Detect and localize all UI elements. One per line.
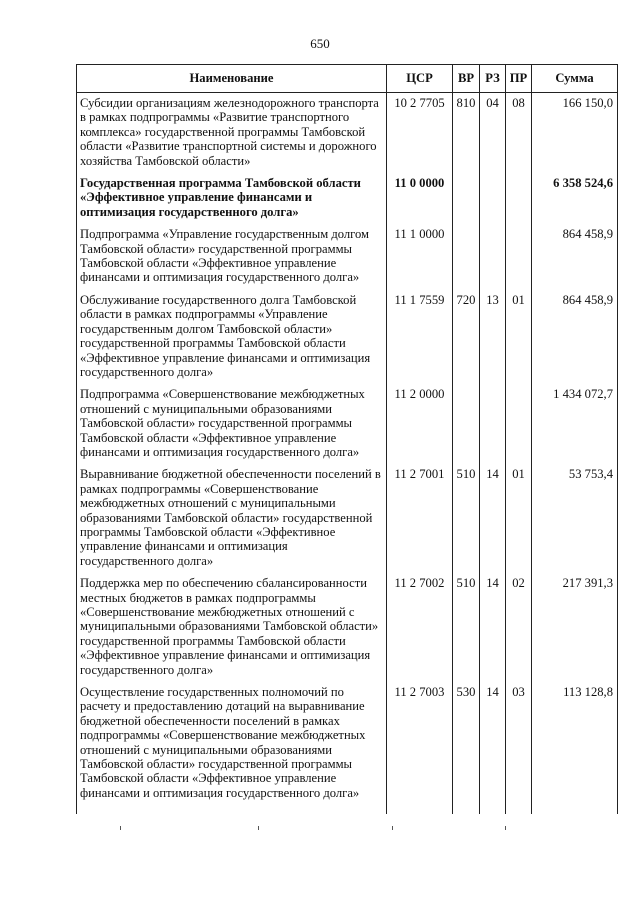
row-vr: 810 bbox=[453, 93, 480, 174]
row-sum: 6 358 524,6 bbox=[532, 173, 618, 224]
row-sum: 53 753,4 bbox=[532, 464, 618, 573]
row-sum: 864 458,9 bbox=[532, 224, 618, 290]
table-row bbox=[77, 173, 618, 224]
table-row bbox=[77, 384, 618, 464]
row-vr bbox=[453, 384, 480, 464]
row-csr: 10 2 7705 bbox=[387, 93, 453, 174]
row-vr bbox=[453, 173, 480, 224]
row-name: Подпрограмма «Управление государственным долгом Тамбовской области» государственной программы Тамбовской области «Эффективное управление финансами и оптимизация государственного долга» bbox=[77, 224, 387, 290]
row-pr: 01 bbox=[506, 290, 532, 384]
row-pr: 01 bbox=[506, 464, 532, 573]
row-name: Выравнивание бюджетной обеспеченности поселений в рамках подпрограммы «Совершенствование межбюджетных отношений с муниципальными образованиями Тамбовской области» государственной программы Тамбовской области «Эффективное управление финансами и оптимизация государственного долга» bbox=[77, 464, 387, 573]
header-sum: Сумма bbox=[532, 65, 618, 93]
table-row bbox=[77, 682, 618, 814]
row-vr bbox=[453, 224, 480, 290]
table-header-row bbox=[77, 65, 618, 93]
header-vr: ВР bbox=[453, 65, 480, 93]
row-rz bbox=[480, 224, 506, 290]
row-pr: 02 bbox=[506, 573, 532, 682]
row-sum: 113 128,8 bbox=[532, 682, 618, 814]
table-row bbox=[77, 93, 618, 174]
scan-mark bbox=[120, 826, 121, 830]
row-pr: 08 bbox=[506, 93, 532, 174]
row-pr bbox=[506, 224, 532, 290]
table-row bbox=[77, 290, 618, 384]
row-csr: 11 2 7001 bbox=[387, 464, 453, 573]
row-vr: 510 bbox=[453, 573, 480, 682]
row-rz: 14 bbox=[480, 573, 506, 682]
scan-mark bbox=[505, 826, 506, 830]
row-name: Субсидии организациям железнодорожного транспорта в рамках подпрограммы «Развитие транспортного комплекса» государственной программы Тамбовской области «Развитие транспортной системы и дорожного хозяйства Тамбовской области» bbox=[77, 93, 387, 174]
row-rz bbox=[480, 384, 506, 464]
row-name: Обслуживание государственного долга Тамбовской области в рамках подпрограммы «Управление государственным долгом Тамбовской области» государственной программы Тамбовской области «Эффективное управление финансами и оптимизация государственного долга» bbox=[77, 290, 387, 384]
page-number: 650 bbox=[310, 36, 330, 51]
table-row bbox=[77, 224, 618, 290]
row-name: Поддержка мер по обеспечению сбалансированности местных бюджетов в рамках подпрограммы «Совершенствование межбюджетных отношений с муниципальными образованиями Тамбовской области» государственной программы Тамбовской области «Эффективное управление финансами и оптимизация государственного долга» bbox=[77, 573, 387, 682]
row-csr: 11 2 0000 bbox=[387, 384, 453, 464]
row-csr: 11 1 0000 bbox=[387, 224, 453, 290]
row-csr: 11 2 7002 bbox=[387, 573, 453, 682]
row-pr: 03 bbox=[506, 682, 532, 814]
row-sum: 1 434 072,7 bbox=[532, 384, 618, 464]
scan-mark bbox=[258, 826, 259, 830]
row-pr bbox=[506, 384, 532, 464]
row-vr: 530 bbox=[453, 682, 480, 814]
row-sum: 166 150,0 bbox=[532, 93, 618, 174]
row-sum: 864 458,9 bbox=[532, 290, 618, 384]
row-rz: 14 bbox=[480, 682, 506, 814]
row-name: Государственная программа Тамбовской области «Эффективное управление финансами и оптимизация государственного долга» bbox=[77, 173, 387, 224]
header-name: Наименование bbox=[77, 65, 387, 93]
row-rz: 04 bbox=[480, 93, 506, 174]
row-rz: 14 bbox=[480, 464, 506, 573]
scan-mark bbox=[392, 826, 393, 830]
row-rz: 13 bbox=[480, 290, 506, 384]
row-csr: 11 1 7559 bbox=[387, 290, 453, 384]
header-rz: РЗ bbox=[480, 65, 506, 93]
table-row bbox=[77, 573, 618, 682]
table-row bbox=[77, 464, 618, 573]
row-name: Подпрограмма «Совершенствование межбюджетных отношений с муниципальными образованиями Тамбовской области» государственной программы Тамбовской области «Эффективное управление финансами и оптимизация государственного долга» bbox=[77, 384, 387, 464]
row-csr: 11 2 7003 bbox=[387, 682, 453, 814]
row-vr: 720 bbox=[453, 290, 480, 384]
row-vr: 510 bbox=[453, 464, 480, 573]
budget-table bbox=[76, 64, 618, 814]
row-name: Осуществление государственных полномочий по расчету и предоставлению дотаций на выравнивание бюджетной обеспеченности поселений в рамках подпрограммы «Совершенствование межбюджетных отношений с муниципальными образованиями Тамбовской области» государственной программы Тамбовской области «Эффективное управление финансами и оптимизация государственного долга» bbox=[77, 682, 387, 814]
row-rz bbox=[480, 173, 506, 224]
header-csr: ЦСР bbox=[387, 65, 453, 93]
row-csr: 11 0 0000 bbox=[387, 173, 453, 224]
row-pr bbox=[506, 173, 532, 224]
row-sum: 217 391,3 bbox=[532, 573, 618, 682]
header-pr: ПР bbox=[506, 65, 532, 93]
